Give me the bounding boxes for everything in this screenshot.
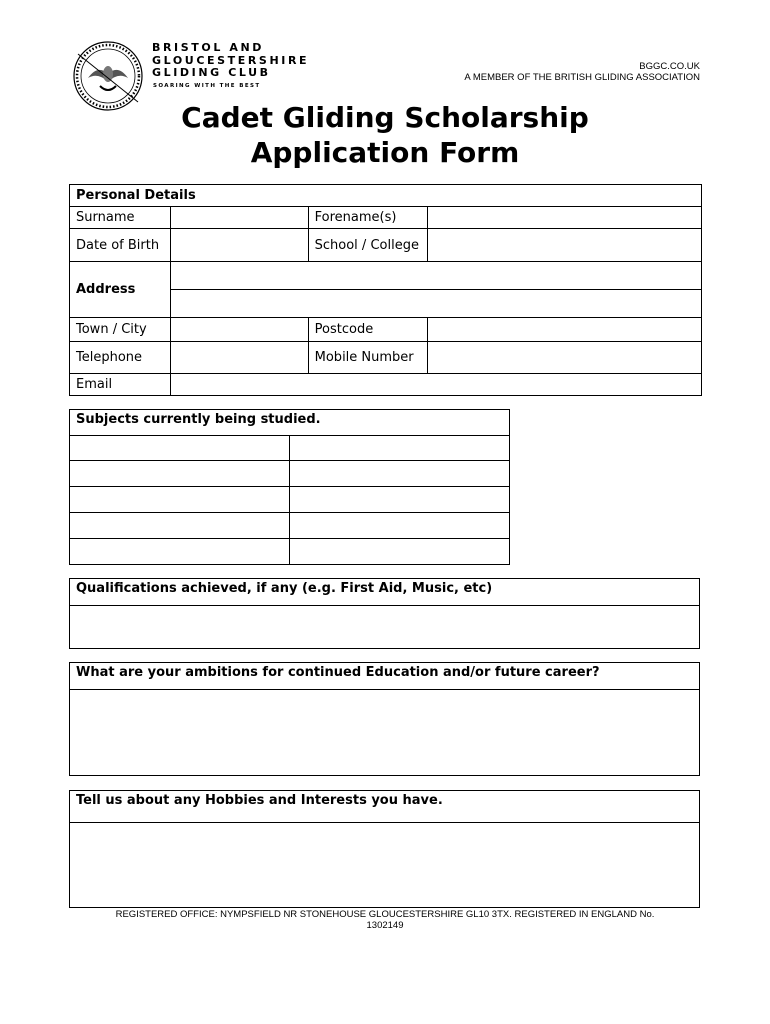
subjects-table [69, 409, 510, 565]
title-line-2: Application Form [250, 136, 520, 169]
dob-field[interactable] [170, 229, 308, 262]
subject-field[interactable] [289, 539, 510, 565]
subject-field[interactable] [70, 436, 290, 461]
mobile-label: Mobile Number [308, 342, 427, 374]
subject-field[interactable] [70, 539, 290, 565]
address-field-line-1[interactable] [170, 262, 701, 290]
subjects-heading: Subjects currently being studied. [70, 410, 510, 436]
subject-field[interactable] [70, 461, 290, 487]
postcode-label: Postcode [308, 318, 427, 342]
footer-line-1: REGISTERED OFFICE: NYMPSFIELD NR STONEHOUSE GLOUCESTERSHIRE GL10 3TX. REGISTERED IN ENGLAND No. [115, 909, 655, 920]
school-field[interactable] [427, 229, 701, 262]
footer-line-2: 1302149 [366, 920, 404, 931]
town-label: Town / City [70, 318, 171, 342]
telephone-field[interactable] [170, 342, 308, 374]
club-name [152, 42, 309, 80]
address-field-line-2[interactable] [170, 290, 701, 318]
subject-field[interactable] [289, 487, 510, 513]
personal-details-table [69, 184, 702, 396]
email-label: Email [70, 374, 171, 396]
title-line-1: Cadet Gliding Scholarship [181, 101, 589, 134]
personal-details-heading: Personal Details [70, 185, 702, 207]
address-label: Address [70, 262, 171, 318]
surname-label: Surname [70, 207, 171, 229]
header-info [464, 61, 700, 83]
ambitions-heading: What are your ambitions for continued Education and/or future career? [70, 663, 700, 690]
subject-field[interactable] [70, 513, 290, 539]
qualifications-field[interactable] [70, 606, 700, 649]
subject-field[interactable] [70, 487, 290, 513]
postcode-field[interactable] [427, 318, 701, 342]
town-field[interactable] [170, 318, 308, 342]
qualifications-table [69, 578, 700, 649]
club-name-line-2: GLOUCESTERSHIRE [152, 53, 310, 67]
hobbies-heading: Tell us about any Hobbies and Interests you have. [70, 791, 700, 823]
footer [70, 909, 700, 931]
dob-label: Date of Birth [70, 229, 171, 262]
telephone-label: Telephone [70, 342, 171, 374]
surname-field[interactable] [170, 207, 308, 229]
school-label: School / College [308, 229, 427, 262]
club-name-line-1: BRISTOL AND [152, 41, 265, 54]
club-name-line-3: GLIDING CLUB [152, 66, 271, 79]
subject-field[interactable] [289, 513, 510, 539]
subject-field[interactable] [289, 436, 510, 461]
subject-field[interactable] [289, 461, 510, 487]
email-field[interactable] [170, 374, 701, 396]
hobbies-table [69, 790, 700, 908]
forenames-label: Forename(s) [308, 207, 427, 229]
ambitions-table [69, 662, 700, 776]
website-link[interactable]: BGGC.CO.UK [639, 61, 700, 72]
membership-text: A MEMBER OF THE BRITISH GLIDING ASSOCIATION [464, 72, 700, 83]
mobile-field[interactable] [427, 342, 701, 374]
club-tagline: SOARING WITH THE BEST [153, 83, 261, 89]
qualifications-heading: Qualifications achieved, if any (e.g. First Aid, Music, etc) [70, 579, 700, 606]
ambitions-field[interactable] [70, 690, 700, 776]
hobbies-field[interactable] [70, 823, 700, 908]
page-title [0, 100, 770, 170]
forenames-field[interactable] [427, 207, 701, 229]
